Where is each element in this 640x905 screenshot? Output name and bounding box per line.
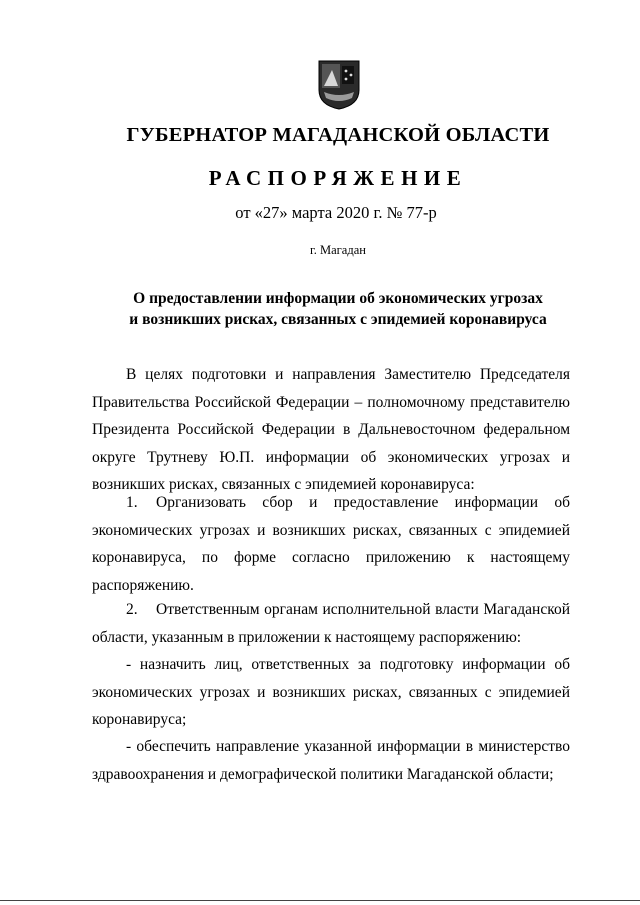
- item-1-paragraph: [92, 489, 570, 599]
- item-1-number: 1.: [126, 494, 138, 511]
- document-city: г. Магадан: [310, 243, 366, 257]
- dash-item-1: - назначить лиц, ответственных за подготовку информации об экономических угрозах и возникших рисках, связанных с эпидемией коронавируса;: [92, 656, 570, 728]
- dash-item-2: - обеспечить направление указанной информации в министерство здравоохранения и демографической политики Магаданской области;: [92, 738, 570, 783]
- coat-of-arms-icon: [318, 60, 360, 110]
- item-2-text: Ответственным органам исполнительной власти Магаданской области, указанным в приложении к настоящему распоряжению:: [92, 601, 570, 646]
- document-type-heading: РАСПОРЯЖЕНИЕ: [208, 166, 468, 190]
- intro-paragraph: В целях подготовки и направления Заместителю Председателя Правительства Российской Федерации – полномочному представителю Президента Российской Федерации в Дальневосточном федеральном округе Трутневу Ю.П. информации об экономических угрозах и возникших рисках, связанных с эпидемией коронавируса:: [92, 366, 570, 493]
- issuer-title: ГУБЕРНАТОР МАГАДАНСКОЙ ОБЛАСТИ: [126, 124, 550, 146]
- item-2-paragraph: [92, 596, 570, 651]
- subject-line-2: и возникших рисках, связанных с эпидемией коронавируса: [129, 311, 547, 328]
- document-subject: [0, 288, 640, 330]
- item-2-number: 2.: [126, 601, 138, 618]
- item-1-text: Организовать сбор и предоставление информации об экономических угрозах и возникших рисках, связанных с эпидемией коронавируса, по форме согласно приложению к настоящему распоряжению.: [92, 494, 570, 594]
- page-bottom-rule: [0, 900, 640, 901]
- document-date-number: от «27» марта 2020 г. № 77-р: [235, 203, 437, 222]
- subject-line-1: О предоставлении информации об экономических угрозах: [133, 290, 543, 307]
